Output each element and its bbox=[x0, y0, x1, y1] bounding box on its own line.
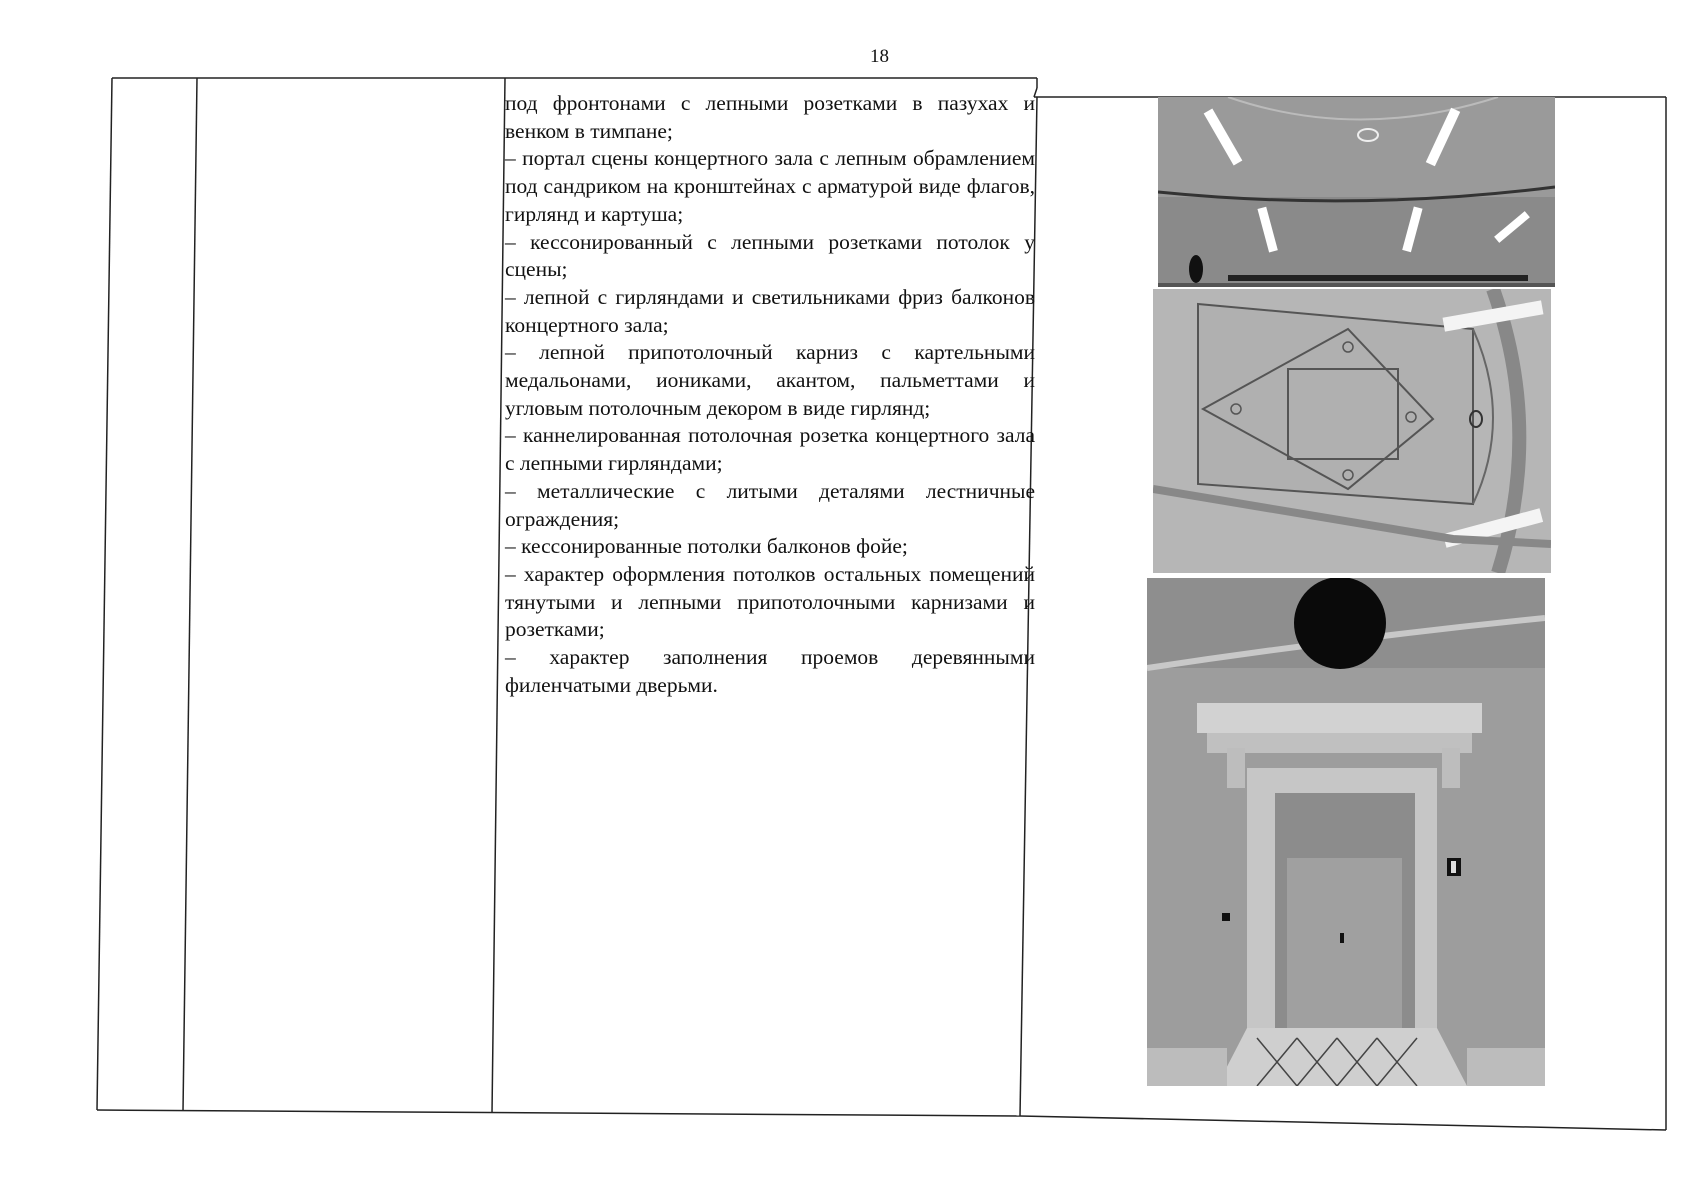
list-item: – характер заполнения проемов деревянными филенчатыми дверьми. bbox=[505, 645, 1035, 697]
list-item: – кессонированные потолки балконов фойе; bbox=[505, 534, 908, 559]
list-item: – характер оформления потолков остальных помещений тянутыми и лепными припотолочными карнизами и розетками; bbox=[505, 561, 1035, 642]
page-number: 18 bbox=[870, 46, 889, 67]
heritage-features-list bbox=[505, 90, 1035, 699]
list-item: – лепной с гирляндами и светильниками фриз балконов концертного зала; bbox=[505, 284, 1035, 337]
list-item: – лепной припотолочный карниз с картельными медальонами, иониками, акантом, пальметтами и угловым потолочным декором в виде гирлянд; bbox=[505, 340, 1035, 420]
photo-ceiling-stage bbox=[1158, 97, 1555, 287]
list-item: – портал сцены концертного зала с лепным обрамлением под сандриком на кронштейнах с арматурой виде флагов, гирлянд и картуша; bbox=[505, 146, 1035, 226]
list-item: под фронтонами с лепными розетками в пазухах и венком в тимпане; bbox=[505, 91, 1035, 143]
list-item: – кессонированный с лепными розетками потолок у сцены; bbox=[505, 229, 1035, 282]
photo-doorway-portal bbox=[1147, 578, 1545, 1086]
photo-ceiling-coffer bbox=[1153, 289, 1551, 573]
list-item: – каннелированная потолочная розетка концертного зала с лепными гирляндами; bbox=[505, 423, 1035, 476]
list-item: – металлические с литыми деталями лестничные ограждения; bbox=[505, 478, 1035, 531]
